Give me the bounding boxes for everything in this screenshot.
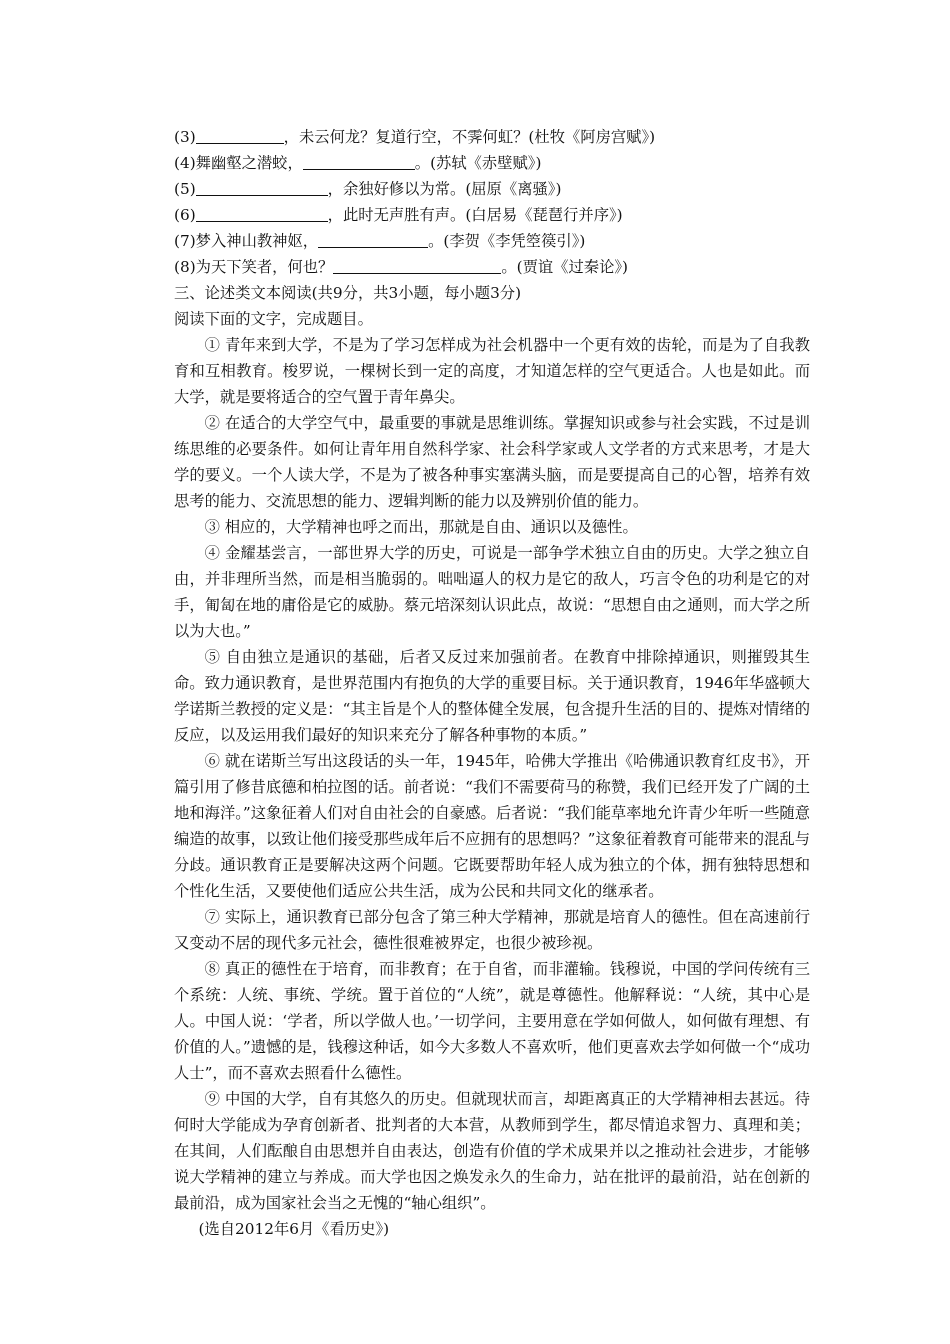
item-prefix: 舞幽壑之潜蛟， xyxy=(195,154,303,172)
item-suffix: ，此时无声胜有声。(白居易《琵琶行并序》) xyxy=(327,206,623,224)
article-paragraph: ① 青年来到大学，不是为了学习怎样成为社会机器中一个更有效的齿轮，而是为了自我教育和互相教育。梭罗说，一棵树长到一定的高度，才知道怎样的空气更适合。人也是如此。而大学，就是要将适合的空气置于青年鼻尖。 xyxy=(174,336,810,406)
fill-blank-item xyxy=(174,228,810,254)
article-paragraph: ④ 金耀基尝言，一部世界大学的历史，可说是一部争学术独立自由的历史。大学之独立自由，并非理所当然，而是相当脆弱的。咄咄逼人的权力是它的敌人，巧言令色的功利是它的对手，匍匐在地的庸俗是它的威胁。蔡元培深刻认识此点，故说：“思想自由之通则，而大学之所以为大也。” xyxy=(174,544,810,640)
fill-blank-item xyxy=(174,150,810,176)
item-prefix: 为天下笑者，何也？ xyxy=(195,258,334,276)
answer-blank[interactable] xyxy=(196,179,328,196)
article-paragraph: ② 在适合的大学空气中，最重要的事就是思维训练。掌握知识或参与社会实践，不过是训练思维的必要条件。如何让青年用自然科学家、社会科学家或人文学者的方式来思考，才是大学的要义。一个人读大学，不是为了被各种事实塞满头脑，而是要提高自己的心智，培养有效思考的能力、交流思想的能力、逻辑判断的能力以及辨别价值的能力。 xyxy=(174,414,810,510)
article-paragraph: ③ 相应的，大学精神也呼之而出，那就是自由、通识以及德性。 xyxy=(204,518,638,536)
article-source: (选自2012年6月《看历史》) xyxy=(198,1220,390,1238)
answer-blank[interactable] xyxy=(303,153,415,170)
item-number: (5) xyxy=(174,180,196,198)
item-prefix: 梦入神山教神妪， xyxy=(195,232,319,250)
article-paragraph: ⑥ 就在诺斯兰写出这段话的头一年，1945年，哈佛大学推出《哈佛通识教育红皮书》，开篇引用了修昔底德和柏拉图的话。前者说：“我们不需要荷马的称赞，我们已经开发了广阔的土地和海洋。”这象征着人们对自由社会的自豪感。后者说：“我们能草率地允许青少年听一些随意编造的故事，以致让他们接受那些成年后不应拥有的思想吗？”这象征着教育可能带来的混乱与分歧。通识教育正是要解决这两个问题。它既要帮助年轻人成为独立的个体，拥有独特思想和个性化生活，又要使他们适应公共生活，成为公民和共同文化的继承者。 xyxy=(174,752,810,900)
fill-blank-item xyxy=(174,124,810,150)
answer-blank[interactable] xyxy=(333,257,501,274)
item-number: (8) xyxy=(174,258,196,276)
section-heading: 三、论述类文本阅读(共9分，共3小题，每小题3分) xyxy=(174,284,522,302)
article-paragraph: ⑤ 自由独立是通识的基础，后者又反过来加强前者。在教育中排除掉通识，则摧毁其生命。致力通识教育，是世界范围内有抱负的大学的重要目标。关于通识教育，1946年华盛顿大学诺斯兰教授的定义是：“其主旨是个人的整体健全发展，包含提升生活的目的、提炼对情绪的反应，以及运用我们最好的知识来充分了解各种事物的本质。” xyxy=(174,648,810,744)
answer-blank[interactable] xyxy=(196,127,284,144)
item-number: (7) xyxy=(174,232,196,250)
fill-blank-item xyxy=(174,202,810,228)
item-suffix: 。(李贺《李凭箜篌引》) xyxy=(428,232,586,250)
article-paragraph: ⑧ 真正的德性在于培育，而非教育；在于自省，而非灌输。钱穆说，中国的学问传统有三个系统：人统、事统、学统。置于首位的“人统”，就是尊德性。他解释说：“人统，其中心是人。中国人说：‘学者，所以学做人也。’一切学问，主要用意在学如何做人，如何做有理想、有价值的人。”遗憾的是，钱穆这种话，如今大多数人不喜欢听，他们更喜欢去学如何做一个“成功人士”，而不喜欢去照看什么德性。 xyxy=(174,960,810,1082)
item-suffix: ，未云何龙？复道行空，不霁何虹？(杜牧《阿房宫赋》) xyxy=(283,128,656,146)
section-instruction: 阅读下面的文字，完成题目。 xyxy=(174,310,373,328)
item-suffix: 。(苏轼《赤壁赋》) xyxy=(414,154,542,172)
answer-blank[interactable] xyxy=(318,231,428,248)
document-page xyxy=(174,124,810,1242)
item-suffix: 。(贾谊《过秦论》) xyxy=(501,258,629,276)
item-suffix: ，余独好修以为常。(屈原《离骚》) xyxy=(327,180,562,198)
item-number: (6) xyxy=(174,206,196,224)
article-paragraph: ⑨ 中国的大学，自有其悠久的历史。但就现状而言，却距离真正的大学精神相去甚远。待何时大学能成为孕育创新者、批判者的大本营，从教师到学生，都尽情追求智力、真理和美；在其间，人们酝酿自由思想并自由表达，创造有价值的学术成果并以之推动社会进步，才能够说大学精神的建立与养成。而大学也因之焕发永久的生命力，站在批评的最前沿，站在创新的最前沿，成为国家社会当之无愧的“轴心组织”。 xyxy=(174,1090,810,1212)
answer-blank[interactable] xyxy=(196,205,328,222)
item-number: (3) xyxy=(174,128,196,146)
item-number: (4) xyxy=(174,154,196,172)
fill-blank-item xyxy=(174,254,810,280)
fill-blank-item xyxy=(174,176,810,202)
article-paragraph: ⑦ 实际上，通识教育已部分包含了第三种大学精神，那就是培育人的德性。但在高速前行又变动不居的现代多元社会，德性很难被界定，也很少被珍视。 xyxy=(174,908,810,952)
